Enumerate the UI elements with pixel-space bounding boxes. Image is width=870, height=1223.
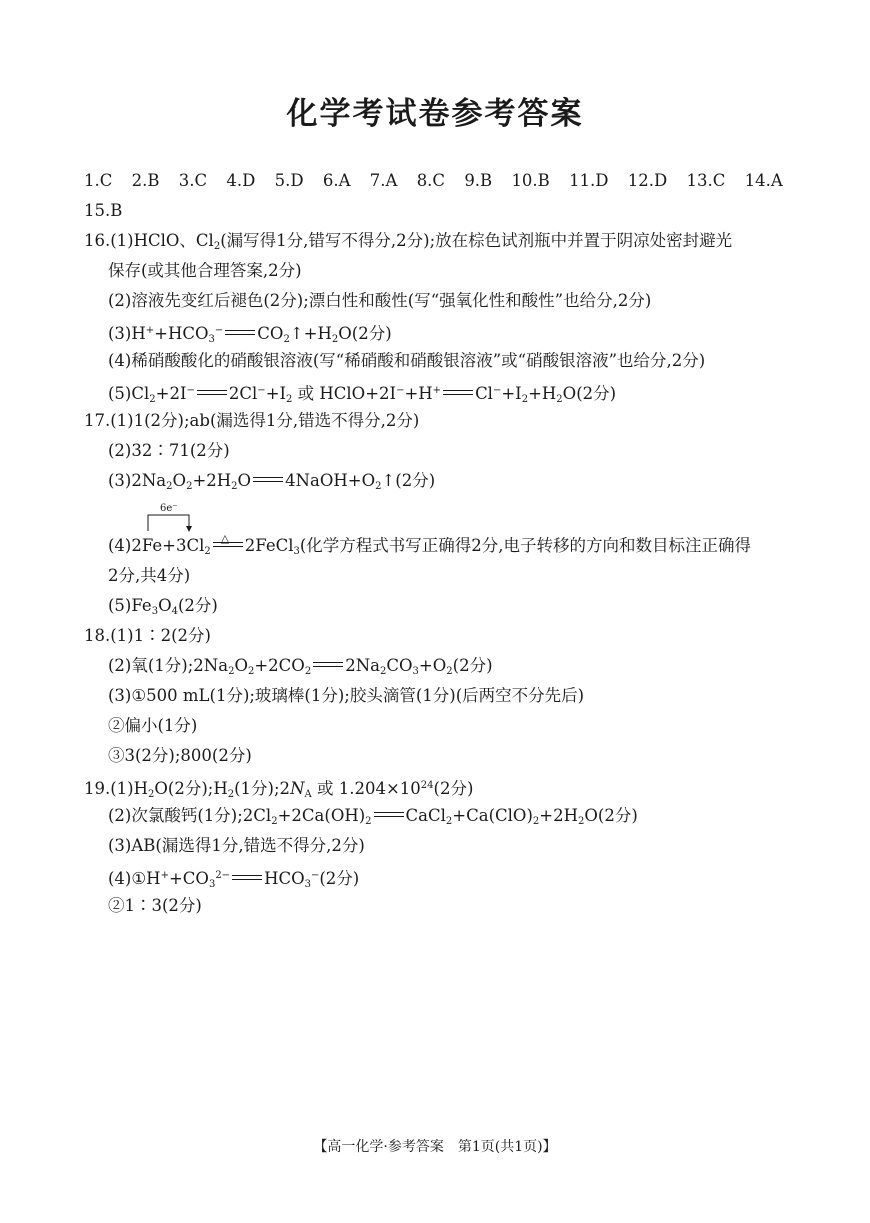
mc-answer: 4.D xyxy=(226,171,256,190)
mc-answer: 5.D xyxy=(274,171,304,190)
mc-answer: 2.B xyxy=(131,171,160,190)
electron-count-label: 6e⁻ xyxy=(160,503,178,514)
page-title: 化学考试卷参考答案 xyxy=(286,96,584,132)
q17-line-1: 17.(1)1(2分);ab(漏选得1分,错选不得分,2分) xyxy=(84,411,420,430)
q19-line-2: (2)次氯酸钙(1分)$;2Cl_2+2Ca(OH)_2$ $CaCl_2+Ca(ClO)_2+2H_2O(2$分) xyxy=(108,806,638,827)
q16-line-5: (4)稀硝酸酸化的硝酸银溶液(写“稀硝酸和硝酸银溶液”或“硝酸银溶液”也给分,2分) xyxy=(108,351,706,370)
mc-answers xyxy=(84,170,797,192)
page-footer: 【高一化学·参考答案 第1页(共1页)】 xyxy=(313,1139,557,1155)
q19-line-1: $19.(1)H_2O(2$分)$;H_2(1$分)$;2N_A$ 或 $1.204\times 10^{24}(2$分) xyxy=(84,779,474,800)
q17-line-6: $(5)Fe_3O_4(2$分) xyxy=(108,596,218,617)
mc-answer: 9.B xyxy=(464,171,493,190)
q18-line-1: 18.(1)1∶2(2分) xyxy=(84,626,211,645)
mc-answer-15: 15.B xyxy=(84,201,123,220)
q19-line-3: (3)AB(漏选得1分,错选不得分,2分) xyxy=(108,836,365,855)
q16-line-3: (2)溶液先变红后褪色(2分);漂白性和酸性(写“强氧化性和酸性”也给分,2分) xyxy=(108,291,652,310)
mc-answer: 10.B xyxy=(511,171,550,190)
q18-line-5: ③3(2分);800(2分) xyxy=(108,746,252,765)
mc-answer: 8.C xyxy=(416,171,446,190)
q16-line-4: $(3)H^++HCO_3^-$ $CO_2↑+H_2O(2$分) xyxy=(108,324,392,345)
q19-line-5: ②1∶3(2分) xyxy=(108,896,202,915)
mc-answer: 3.C xyxy=(178,171,208,190)
mc-answer: 11.D xyxy=(569,171,609,190)
q18-line-4: ②偏小(1分) xyxy=(108,716,198,735)
q16-line-6: $(5)Cl_2+2I^-$ $2Cl^-+I_2$ 或 HClO+2I−+H+ $Cl^-+I_2+H_2O(2$分) xyxy=(108,384,617,405)
q17-line-3: $(3)2Na_2O_2+2H_2O$ $4NaOH+O_2↑(2$分) xyxy=(108,471,436,492)
mc-answer: 6.A xyxy=(322,171,351,190)
q19-line-4: $(4)①H^++CO_3^{2-}$ $HCO_3^-(2$分) xyxy=(108,869,360,890)
mc-answer: 7.A xyxy=(369,171,398,190)
q18-line-3: (3)①500 mL(1分);玻璃棒(1分);胶头滴管(1分)(后两空不分先后) xyxy=(108,686,585,705)
q16-line-2: 保存(或其他合理答案,2分) xyxy=(108,261,302,280)
mc-answer: 13.C xyxy=(686,171,726,190)
q16-line-1: 16.(1)HClO、$Cl_2$(漏写得1分,错写不得分,2分);放在棕色试剂瓶中并置于阴凉处密封避光 xyxy=(84,231,733,252)
mc-answer: 1.C xyxy=(84,171,113,190)
q17-line-5: 2分,共4分) xyxy=(108,566,191,585)
q17-line-4: $(4)2Fe+3Cl_2$ △ 2FeCl$_3$(化学方程式书写正确得2分,电子转移的方向和数目标注正确得 xyxy=(108,532,752,557)
q18-line-2: (2)氧(1分)$;2Na_2O_2+2CO_2$ $2Na_2CO_3+O_2(2$分) xyxy=(108,656,493,677)
q17-line-2: (2)32∶71(2分) xyxy=(108,441,230,460)
mc-answer: 12.D xyxy=(627,171,668,190)
mc-answer: 14.A xyxy=(744,171,783,190)
